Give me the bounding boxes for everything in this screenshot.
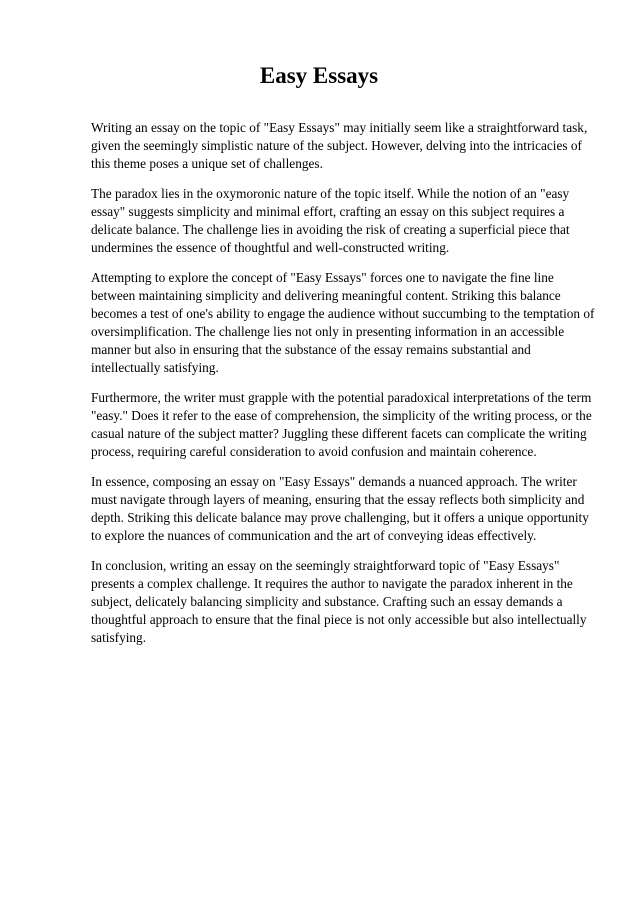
paragraph-6: In conclusion, writing an essay on the seemingly straightforward topic of "Easy Essays" presents a complex challenge. It requires the author to navigate the paradox inherent in the subject, delicately balancing simplicity and substance. Crafting such an essay demands a thoughtful approach to ensure that the final piece is not only accessible but also intellectually satisfying. <box>91 558 587 645</box>
paragraph-4: Furthermore, the writer must grapple with the potential paradoxical interpretations of the term "easy." Does it refer to the ease of comprehension, the simplicity of the writing process, or the casual nature of the subject matter? Juggling these different facets can complicate the writing process, requiring careful consideration to avoid confusion and maintain coherence. <box>91 390 592 459</box>
document-title: Easy Essays <box>259 63 379 88</box>
paragraph-3: Attempting to explore the concept of "Easy Essays" forces one to navigate the fine line between maintaining simplicity and delivering meaningful content. Striking this balance becomes a test of one's ability to engage the audience without succumbing to the temptation of oversimplification. The challenge lies not only in presenting information in an accessible manner but also in ensuring that the substance of the essay remains substantial and intellectually satisfying. <box>91 270 595 375</box>
document-body <box>91 119 601 659</box>
paragraph-2: The paradox lies in the oxymoronic nature of the topic itself. While the notion of an "easy essay" suggests simplicity and minimal effort, crafting an essay on this subject requires a delicate balance. The challenge lies in avoiding the risk of creating a superficial piece that undermines the essence of thoughtful and well-constructed writing. <box>91 186 570 255</box>
paragraph-1: Writing an essay on the topic of "Easy Essays" may initially seem like a straightforward task, given the seemingly simplistic nature of the subject. However, delving into the intricacies of this theme poses a unique set of challenges. <box>91 120 588 171</box>
paragraph-5: In essence, composing an essay on "Easy Essays" demands a nuanced approach. The writer must navigate through layers of meaning, ensuring that the essay reflects both simplicity and depth. Striking this delicate balance may prove challenging, but it offers a unique opportunity to explore the nuances of communication and the art of conveying ideas effectively. <box>91 474 589 543</box>
